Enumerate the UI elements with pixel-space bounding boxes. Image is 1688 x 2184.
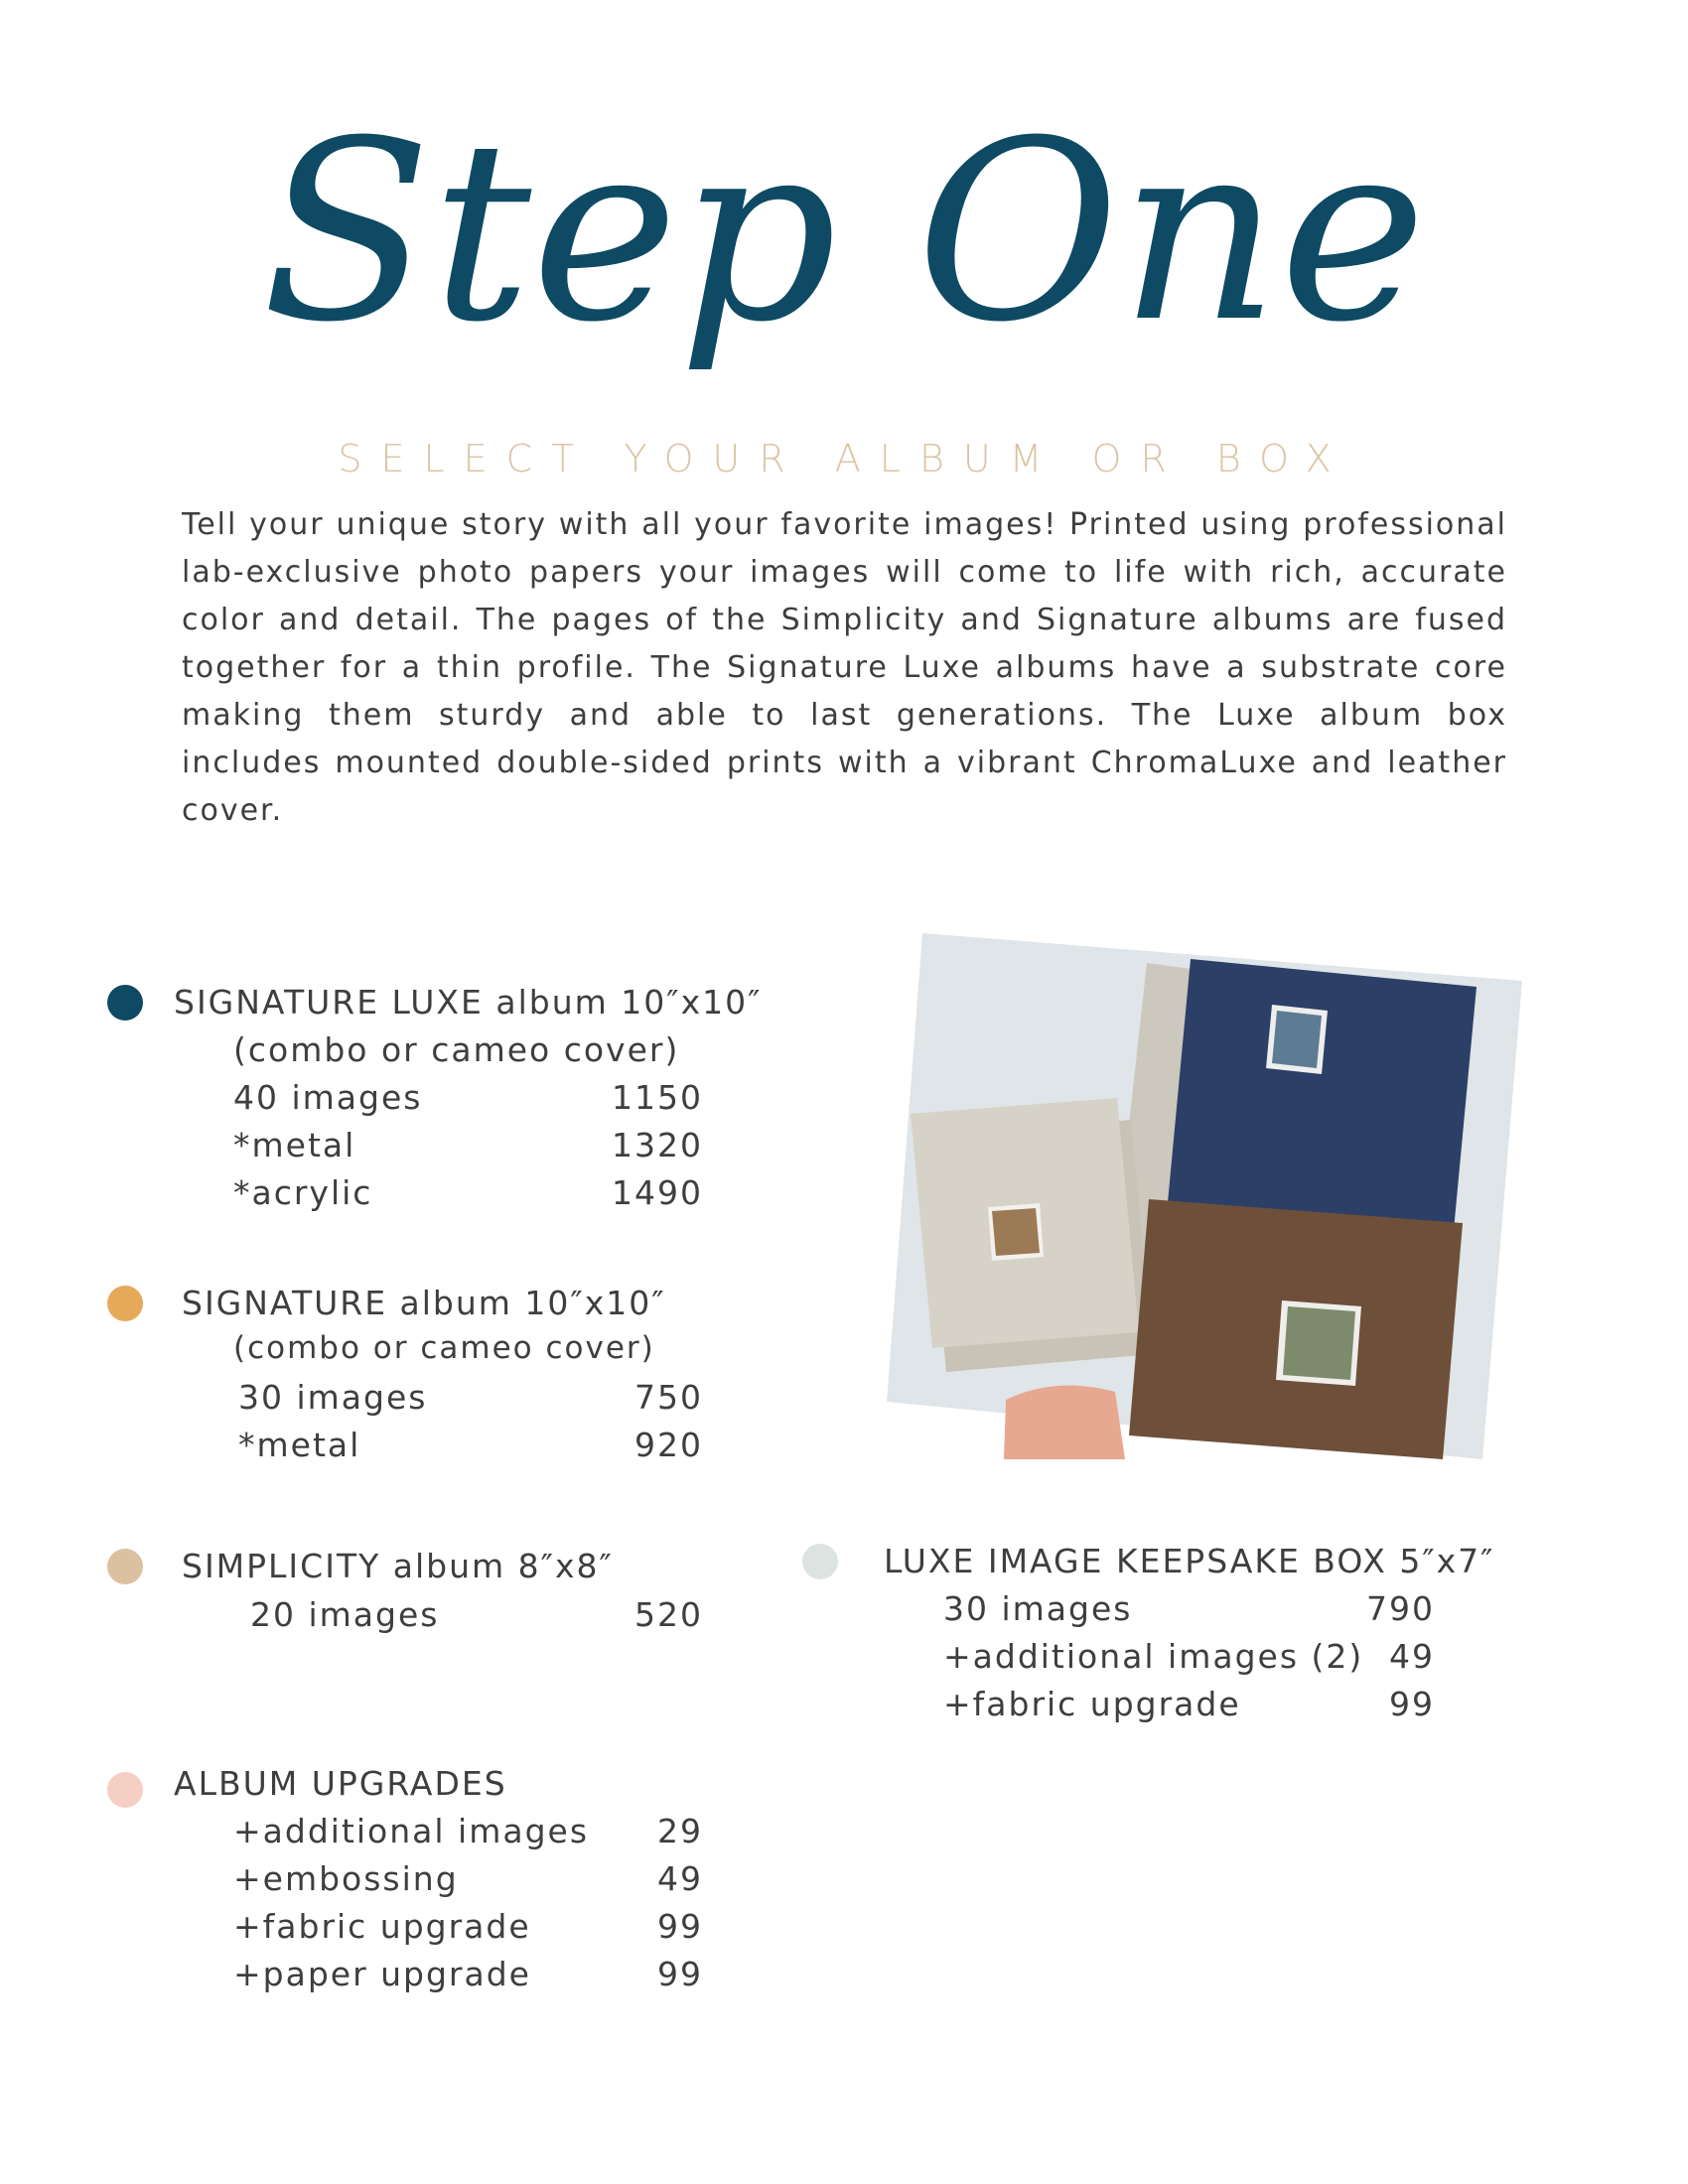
signature-luxe-title: SIGNATURE LUXE album 10″x10″: [174, 983, 763, 1022]
simplicity-row-price: 520: [634, 1595, 703, 1634]
keepsake-box-row-price: 790: [1366, 1589, 1435, 1628]
signature-row-label: *metal: [238, 1426, 361, 1464]
page-subtitle: SELECT YOUR ALBUM OR BOX: [338, 437, 1350, 480]
signature-luxe-row-label: *metal: [233, 1126, 356, 1164]
signature-luxe-row-label: *acrylic: [233, 1173, 373, 1212]
simplicity-row-label: 20 images: [250, 1595, 440, 1634]
mist-bullet-icon: [802, 1544, 838, 1579]
signature-row-price: 750: [634, 1378, 703, 1417]
signature-luxe-row-price: 1320: [612, 1126, 703, 1164]
upgrades-row-price: 49: [657, 1859, 703, 1898]
keepsake-box-row-label: 30 images: [943, 1589, 1133, 1628]
keepsake-box-row-price: 49: [1389, 1637, 1435, 1676]
blush-bullet-icon: [107, 1772, 143, 1808]
signature-row-label: 30 images: [238, 1378, 428, 1417]
upgrades-row-price: 99: [657, 1907, 703, 1946]
upgrades-row-label: +additional images: [233, 1812, 590, 1850]
page-title-text: Step One: [261, 87, 1427, 376]
upgrades-title: ALBUM UPGRADES: [174, 1764, 507, 1803]
signature-row-price: 920: [634, 1426, 703, 1464]
keepsake-box-row-price: 99: [1389, 1685, 1435, 1723]
signature-title: SIGNATURE album 10″x10″: [182, 1284, 666, 1322]
signature-note: (combo or cameo cover): [233, 1330, 655, 1366]
page-title: [0, 79, 1688, 447]
upgrades-row-price: 99: [657, 1955, 703, 1993]
keepsake-box-row-label: +additional images (2): [943, 1637, 1364, 1676]
simplicity-title: SIMPLICITY album 8″x8″: [182, 1547, 614, 1585]
tan-bullet-icon: [107, 1549, 143, 1584]
intro-paragraph: Tell your unique story with all your favorite images! Printed using professional lab-exclusive photo papers your images will come to life with rich, accurate color and detail. The pages of the Simplicity and Signature albums are fused together for a thin profile. The Signature Luxe albums have a substrate core making them sturdy and able to last generations. The Luxe album box includes mounted double-sided prints with a vibrant ChromaLuxe and leather cover.: [182, 507, 1507, 828]
upgrades-row-label: +fabric upgrade: [233, 1907, 531, 1946]
upgrades-row-label: +embossing: [233, 1859, 459, 1898]
gold-bullet-icon: [107, 1286, 143, 1321]
keepsake-box-title: LUXE IMAGE KEEPSAKE BOX 5″x7″: [884, 1542, 1495, 1580]
keepsake-box-row-label: +fabric upgrade: [943, 1685, 1241, 1723]
signature-luxe-row-label: 40 images: [233, 1078, 423, 1117]
signature-luxe-note: (combo or cameo cover): [233, 1030, 680, 1069]
upgrades-row-label: +paper upgrade: [233, 1955, 531, 1993]
signature-luxe-row-price: 1490: [612, 1173, 703, 1212]
album-product-photo: [887, 933, 1522, 1459]
upgrades-row-price: 29: [657, 1812, 703, 1850]
signature-luxe-row-price: 1150: [612, 1078, 703, 1117]
navy-bullet-icon: [107, 985, 143, 1021]
